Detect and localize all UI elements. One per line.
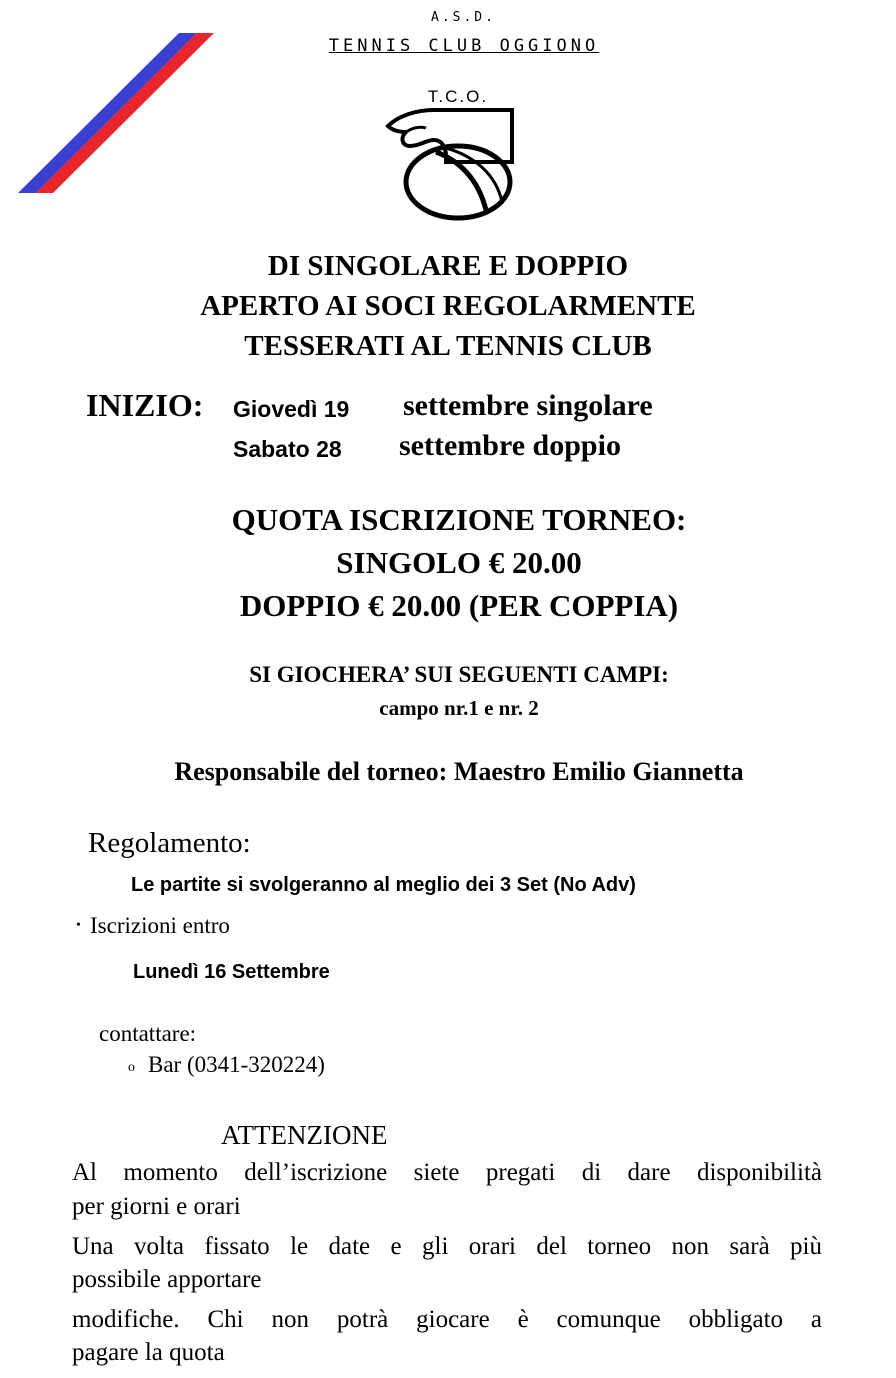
attenzione-p2a: Una volta fissato le date e gli orari del torneo non sarà più (72, 1233, 822, 1260)
asd-label: A.S.D. (431, 10, 496, 25)
tournament-manager: Responsabile del torneo: Maestro Emilio Giannetta (174, 757, 744, 786)
attenzione-title: ATTENZIONE (221, 1120, 388, 1150)
campi-line-2: campo nr.1 e nr. 2 (379, 696, 539, 720)
attenzione-p1b: per giorni e orari (72, 1193, 241, 1220)
inizio-day-1: Giovedì 19 (233, 396, 350, 422)
quota-line-3: DOPPIO € 20.00 (PER COPPIA) (239, 588, 679, 623)
inizio-day-2: Sabato 28 (233, 436, 342, 462)
rule-text: Le partite si svolgeranno al meglio dei 3 Set (No Adv) (131, 874, 636, 896)
bullet-icon: • (76, 918, 81, 933)
attenzione-p1a: Al momento dell’iscrizione siete pregati di dare disponibilità (72, 1159, 822, 1186)
title-line-1: DI SINGOLARE E DOPPIO (267, 250, 629, 282)
inizio-rest-2: settembre doppio (399, 429, 621, 462)
iscrizioni-label: Iscrizioni entro (90, 913, 230, 938)
inizio-rest-1: settembre singolare (403, 389, 653, 422)
attenzione-p3a: modifiche. Chi non potrà giocare è comunque obbligato a (72, 1306, 822, 1333)
quota-line-1: QUOTA ISCRIZIONE TORNEO: (231, 502, 687, 537)
red-stripe (36, 33, 214, 193)
circle-bullet-icon: o (128, 1060, 135, 1075)
club-logo (376, 82, 526, 227)
quota-line-2: SINGOLO € 20.00 (336, 545, 582, 580)
bar-contact: Bar (0341-320224) (148, 1052, 325, 1077)
title-line-2: APERTO AI SOCI REGOLARMENTE (200, 290, 696, 322)
logo-text: T.C.O. (427, 87, 489, 106)
attenzione-p2b: possibile apportare (72, 1266, 262, 1293)
deadline-text: Lunedì 16 Settembre (133, 961, 330, 983)
inizio-label: INIZIO: (86, 387, 204, 423)
blue-stripe (18, 33, 197, 193)
attenzione-p3b: pagare la quota (72, 1339, 225, 1366)
title-line-3: TESSERATI AL TENNIS CLUB (244, 330, 652, 362)
decorative-stripes (0, 0, 230, 200)
campi-line-1: SI GIOCHERA’ SUI SEGUENTI CAMPI: (249, 662, 669, 687)
regolamento-label: Regolamento: (88, 827, 251, 859)
club-name: TENNIS CLUB OGGIONO (328, 36, 600, 56)
contattare-label: contattare: (99, 1021, 197, 1046)
